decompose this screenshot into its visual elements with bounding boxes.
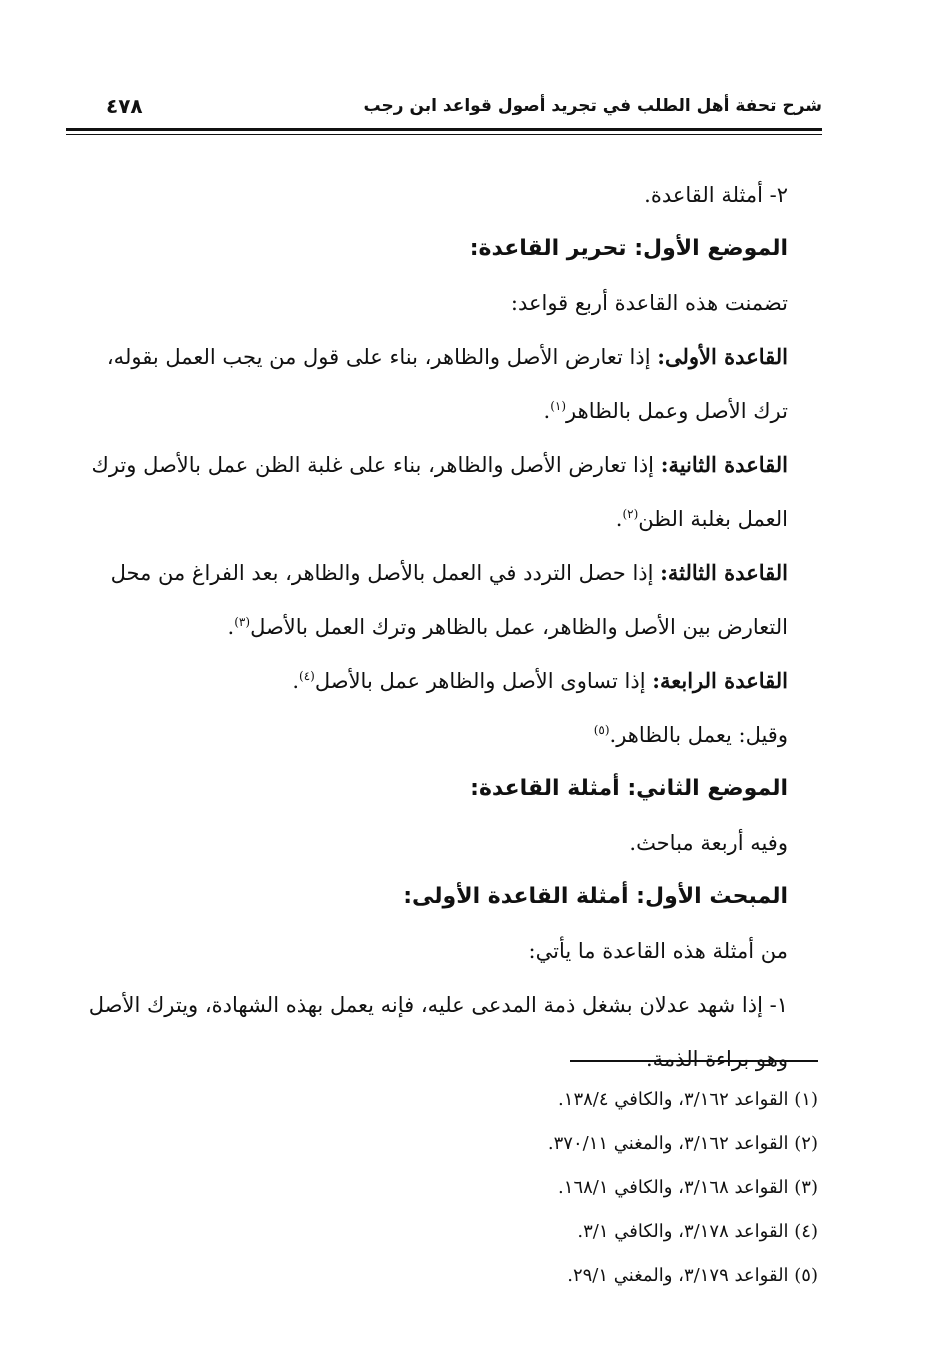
heading-subsection-1: المبحث الأول: أمثلة القاعدة الأولى:: [403, 884, 788, 909]
alternative-text: وقيل: يعمل بالظاهر.: [609, 723, 788, 747]
rule-3-lead: القاعدة الثالثة:: [660, 560, 788, 585]
footnote-2: (٢) القواعد ٣/١٦٢، والمغني ٣٧٠/١١.: [547, 1133, 818, 1154]
footnote-ref-4: (٤): [299, 669, 315, 683]
footnote-3: (٣) القواعد ٣/١٦٨، والكافي ١٦٨/١.: [558, 1177, 818, 1198]
rule-2-text: إذا تعارض الأصل والظاهر، بناء على غلبة الظن عمل بالأصل وترك العمل بغلبة الظن: [91, 453, 788, 531]
rule-4-text: إذا تساوى الأصل والظاهر عمل بالأصل: [314, 669, 646, 693]
rule-3-text: إذا حصل التردد في العمل بالأصل والظاهر، بعد الفراغ من محل التعارض بين الأصل والظاهر، عمل بالظاهر وترك العمل بالأصل: [110, 561, 788, 639]
page-header: [66, 92, 822, 122]
header-rule: [66, 128, 822, 135]
heading-section-2: الموضع الثاني: أمثلة القاعدة:: [470, 776, 788, 801]
rule-2-lead: القاعدة الثانية:: [660, 452, 788, 477]
rule-3: القاعدة الثالثة: إذا حصل التردد في العمل بالأصل والظاهر، بعد الفراغ من محل التعارض بين الأصل والظاهر، عمل بالظاهر وترك العمل بالأصل$^{(٣)}$.: [110, 560, 788, 639]
footnote-ref-1: (١): [550, 399, 567, 413]
page-number: ٤٧٨: [106, 94, 143, 118]
example-1: ١- إذا شهد عدلان بشغل ذمة المدعى عليه، فإنه يعمل بهذه الشهادة، ويترك الأصل وهو براءة الذمة.: [88, 993, 788, 1071]
examples-intro: من أمثلة هذه القاعدة ما يأتي:: [528, 939, 788, 963]
running-title: شرح تحفة أهل الطلب في تجريد أصول قواعد ابن رجب: [363, 96, 822, 116]
rule-4: القاعدة الرابعة: إذا تساوى الأصل والظاهر عمل بالأصل$^{(٤)}$.: [292, 668, 788, 693]
footnote-ref-2: (٢): [622, 507, 639, 521]
footnote-separator: [570, 1060, 818, 1062]
footnotes: [118, 1078, 818, 1298]
rule-1-lead: القاعدة الأولى:: [657, 344, 788, 369]
footnote-5: (٥) القواعد ٣/١٧٩، والمغني ٢٩/١.: [567, 1265, 818, 1286]
main-text: [72, 168, 788, 1086]
heading-section-1: الموضع الأول: تحرير القاعدة:: [469, 236, 788, 261]
footnote-4: (٤) القواعد ٣/١٧٨، والكافي ٣/١.: [577, 1221, 818, 1242]
alternative-opinion: [72, 708, 788, 762]
rule-1: القاعدة الأولى: إذا تعارض الأصل والظاهر، بناء على قول من يجب العمل بقوله، ترك الأصل وعمل بالظاهر$^{(١)}$.: [106, 344, 788, 423]
intro-text: تضمنت هذه القاعدة أربع قواعد:: [510, 291, 788, 315]
footnote-1: (١) القواعد ٣/١٦٢، والكافي ١٣٨/٤.: [558, 1089, 818, 1110]
rule-4-lead: القاعدة الرابعة:: [652, 668, 788, 693]
sections-intro: وفيه أربعة مباحث.: [629, 831, 788, 855]
item-2: ٢- أمثلة القاعدة.: [644, 183, 788, 207]
footnote-ref-5: (٥): [593, 723, 610, 737]
rule-2: القاعدة الثانية: إذا تعارض الأصل والظاهر، بناء على غلبة الظن عمل بالأصل وترك العمل بغلبة الظن$^{(٢)}$.: [91, 452, 788, 531]
footnote-ref-3: (٣): [234, 615, 251, 629]
rule-1-text: إذا تعارض الأصل والظاهر، بناء على قول من يجب العمل بقوله، ترك الأصل وعمل بالظاهر: [106, 345, 788, 423]
